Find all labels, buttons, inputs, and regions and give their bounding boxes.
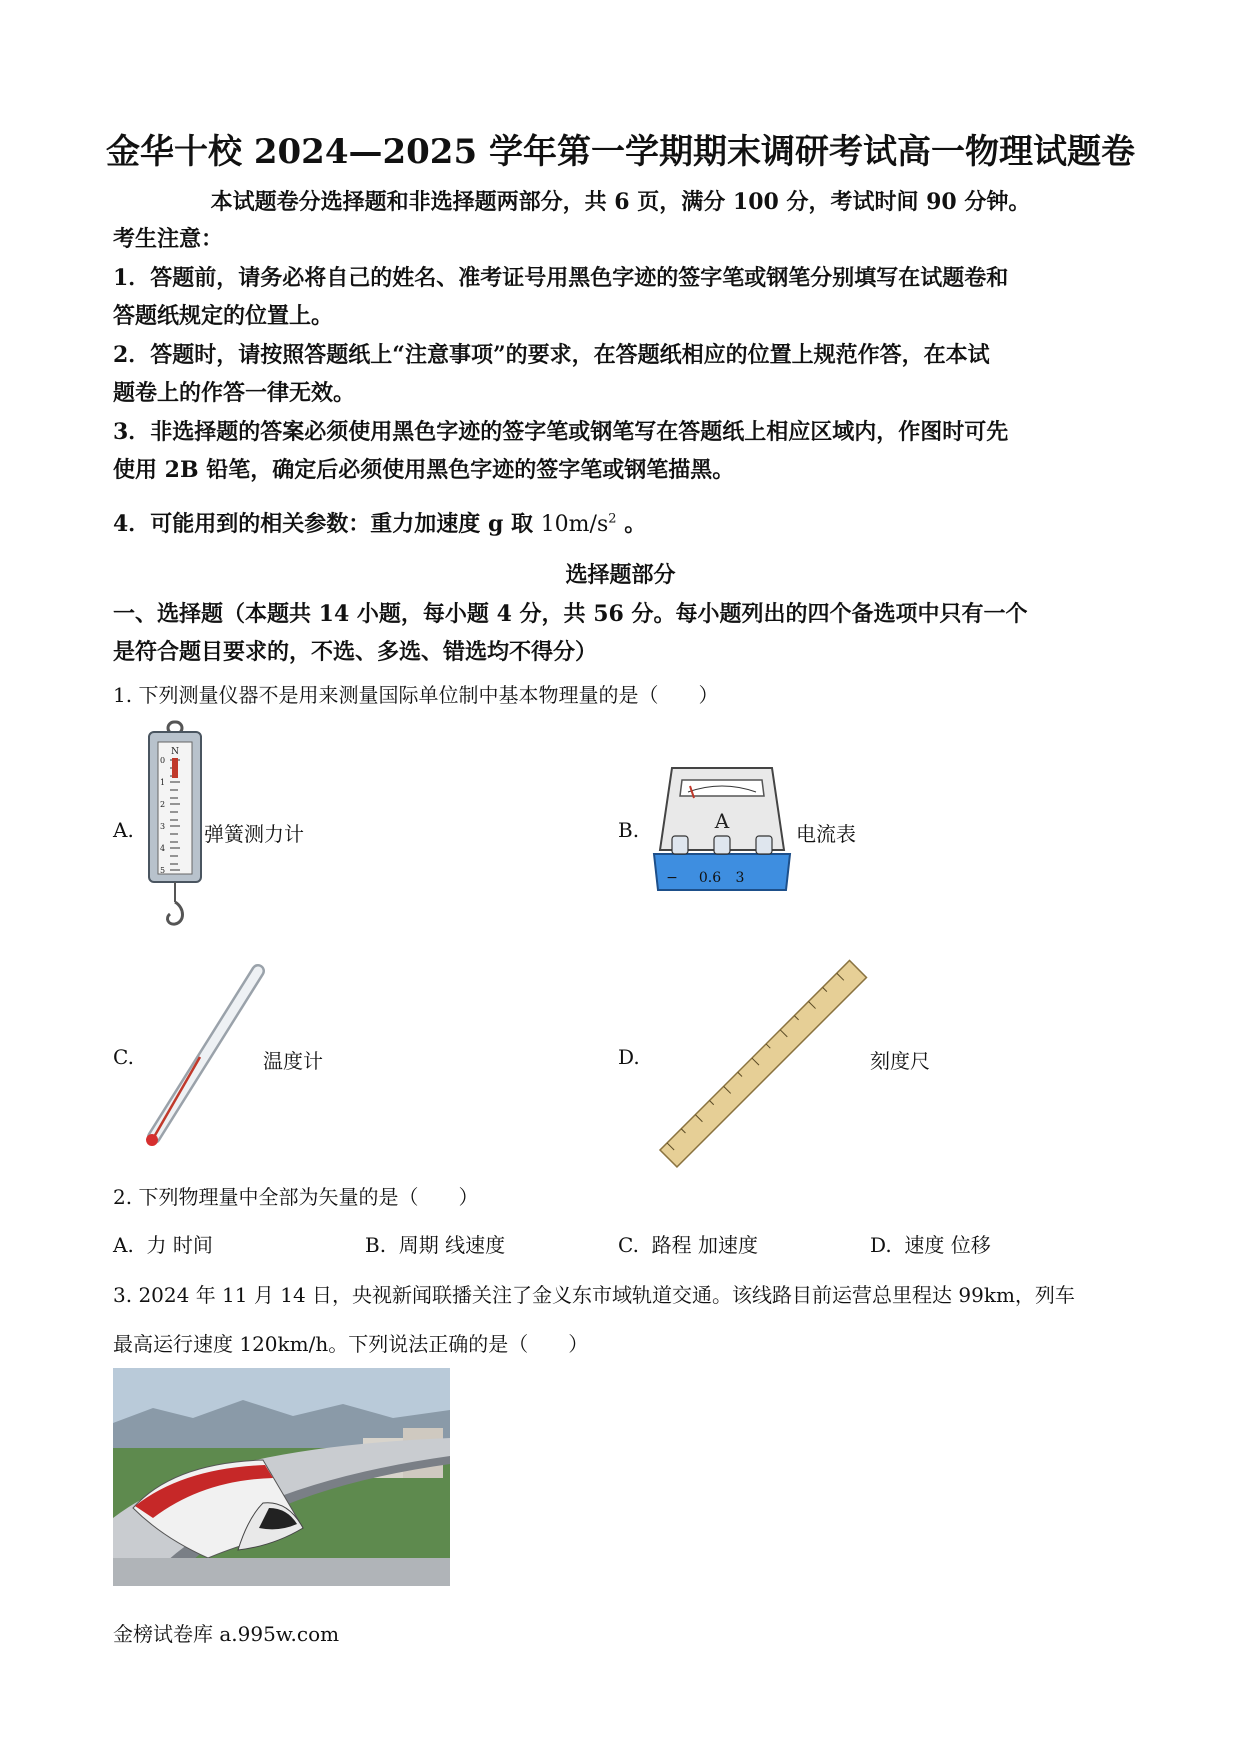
footer-source: 金榜试卷库 a.995w.com — [113, 1622, 340, 1646]
q2-option-c-letter: C. — [618, 1233, 639, 1257]
q2-option-b — [365, 1229, 505, 1258]
q1-option-a-letter: A. — [113, 818, 134, 842]
section-title: 选择题部分 — [565, 562, 676, 588]
notice-item-3-line2: 使用 2B 铅笔，确定后必须使用黑色字迹的签字笔或钢笔描黑。 — [113, 457, 735, 483]
q2-option-b-label: 周期 线速度 — [398, 1233, 506, 1257]
ammeter-image — [652, 762, 792, 894]
q2-option-a-label: 力 时间 — [146, 1233, 213, 1257]
train-photo — [113, 1368, 450, 1586]
notice-item-1-line1: 1．答题前，请务必将自己的姓名、准考证号用黑色字迹的签字笔或钢笔分别填写在试题卷和 — [113, 265, 1009, 291]
exam-subtitle: 本试题卷分选择题和非选择题两部分，共 6 页，满分 100 分，考试时间 90 分钟。 — [210, 189, 1031, 215]
q3-line1: 3. 2024 年 11 月 14 日，央视新闻联播关注了金义东市域轨道交通。该线路目前运营总里程达 99km，列车 — [113, 1283, 1075, 1307]
q1-option-b-letter: B. — [618, 818, 640, 842]
q1-option-d-label: 刻度尺 — [870, 1049, 930, 1073]
q2-option-a — [113, 1229, 213, 1258]
q1-option-c-letter: C. — [113, 1045, 134, 1069]
notice-item-4-text: 4．可能用到的相关参数：重力加速度 g 取 — [113, 511, 534, 537]
ammeter-terminal-06: 0.6 — [698, 870, 722, 886]
notice-item-3-line1: 3．非选择题的答案必须使用黑色字迹的签字笔或钢笔写在答题纸上相应区域内，作图时可先 — [113, 419, 1009, 445]
q1-stem: 1. 下列测量仪器不是用来测量国际单位制中基本物理量的是（ ） — [113, 683, 719, 707]
scale-tick-4: 4 — [160, 844, 166, 853]
q1-option-c-label: 温度计 — [263, 1049, 323, 1073]
scale-unit: N — [171, 747, 179, 757]
thermometer-image — [140, 965, 270, 1150]
q1-option-b-label: 电流表 — [796, 822, 856, 846]
q2-option-a-letter: A. — [113, 1233, 134, 1257]
q2-stem: 2. 下列物理量中全部为矢量的是（ ） — [113, 1185, 479, 1209]
notice-item-1-line2: 答题纸规定的位置上。 — [113, 303, 334, 329]
notice-item-2-line2: 题卷上的作答一律无效。 — [113, 380, 356, 406]
q2-option-d-label: 速度 位移 — [904, 1233, 991, 1257]
ammeter-terminal-neg: − — [666, 870, 678, 886]
scale-tick-5: 5 — [160, 866, 166, 875]
scale-tick-2: 2 — [160, 800, 166, 809]
q1-option-a-label: 弹簧测力计 — [204, 822, 304, 846]
q2-option-d-letter: D. — [870, 1233, 892, 1257]
part1-line2: 是符合题目要求的，不选、多选、错选均不得分） — [113, 639, 598, 665]
scale-tick-1: 1 — [160, 778, 166, 787]
scale-tick-0: 0 — [160, 756, 166, 765]
ammeter-letter: A — [714, 809, 730, 833]
q2-option-c-label: 路程 加速度 — [651, 1233, 759, 1257]
exam-title: 金华十校 2024—2025 学年第一学期期末调研考试高一物理试题卷 — [106, 132, 1135, 172]
q1-option-d-letter: D. — [618, 1045, 640, 1069]
notice-item-4-end: 。 — [624, 511, 647, 537]
gravity-value: $10m/s^2$ — [540, 511, 617, 537]
ammeter-terminal-3: 3 — [735, 870, 745, 886]
notice-item-4 — [113, 507, 646, 538]
q2-option-d — [870, 1229, 991, 1258]
q2-option-b-letter: B. — [365, 1233, 387, 1257]
spring-scale-image — [148, 722, 202, 932]
scale-tick-3: 3 — [160, 822, 166, 831]
part1-line1: 一、选择题（本题共 14 小题，每小题 4 分，共 56 分。每小题列出的四个备选项中只有一个 — [113, 601, 1028, 627]
q3-line2: 最高运行速度 120km/h。下列说法正确的是（ ） — [113, 1332, 589, 1356]
q2-option-c — [618, 1229, 758, 1258]
ruler-image — [652, 955, 867, 1160]
notice-item-2-line1: 2．答题时，请按照答题纸上“注意事项”的要求，在答题纸相应的位置上规范作答，在本试 — [113, 342, 990, 368]
notice-heading: 考生注意： — [113, 226, 224, 252]
